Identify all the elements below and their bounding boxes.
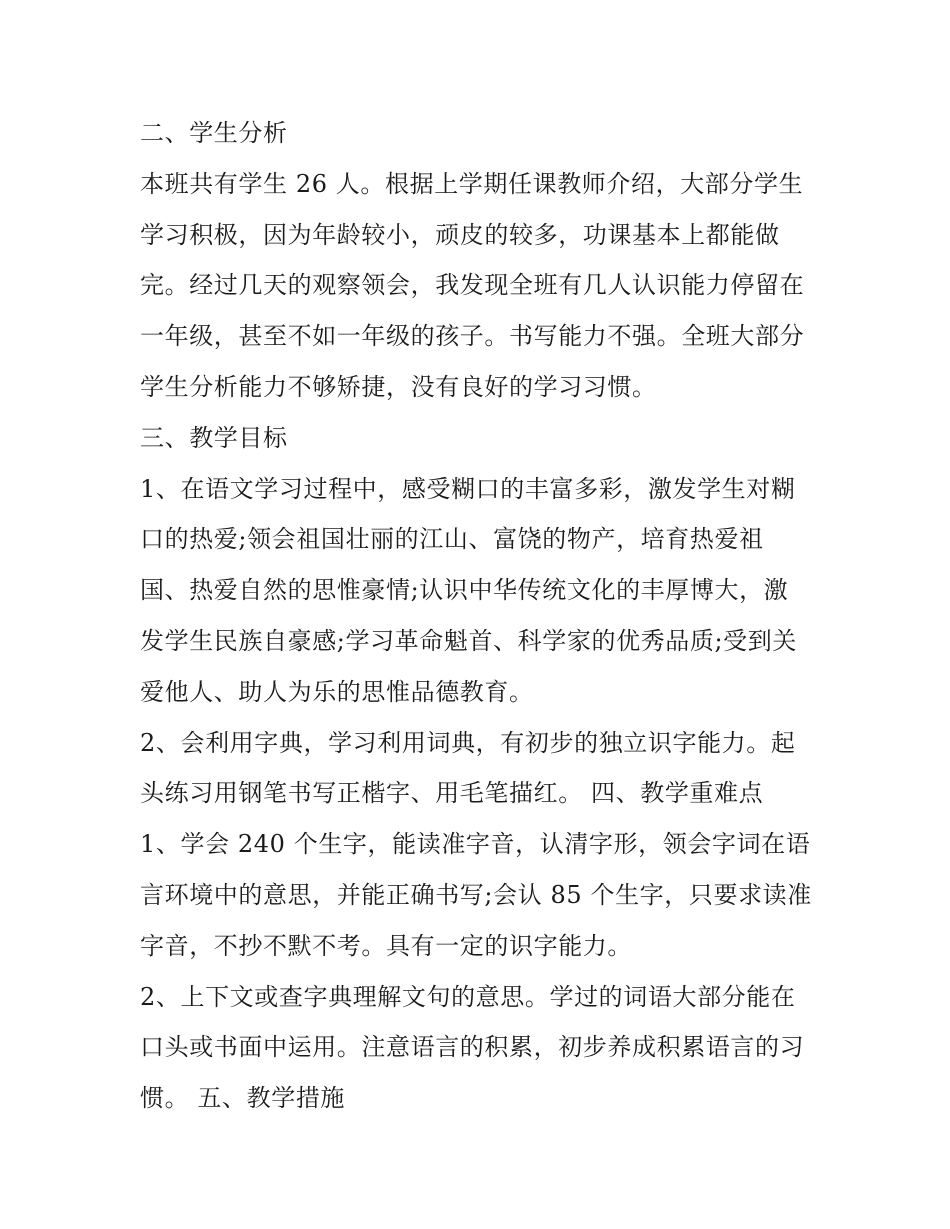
paragraph-line: 2、会利用字典，学习利用词典，有初步的独立识字能力。起	[140, 728, 796, 757]
paragraph-line: 言环境中的意思，并能正确书写;会认 85 个生字，只要求读准	[140, 880, 812, 909]
paragraph-line: 1、学会 240 个生字，能读准字音，认清字形，领会字词在语	[140, 830, 811, 859]
paragraph-line: 一年级，甚至不如一年级的孩子。书写能力不强。全班大部分	[140, 322, 805, 351]
paragraph-line: 口的热爱;领会祖国壮丽的江山、富饶的物产，培育热爱祖	[140, 525, 764, 554]
section-heading-teaching-goals: 三、教学目标	[140, 423, 288, 452]
paragraph-line: 学习积极，因为年龄较小，顽皮的较多，功课基本上都能做	[140, 220, 780, 249]
paragraph-line: 学生分析能力不够矫捷，没有良好的学习习惯。	[140, 372, 657, 401]
paragraph-line: 完。经过几天的观察领会，我发现全班有几人认识能力停留在	[140, 271, 805, 300]
paragraph-line: 2、上下文或查字典理解文句的意思。学过的词语大部分能在	[140, 982, 796, 1011]
paragraph-line: 头练习用钢笔书写正楷字、用毛笔描红。 四、教学重难点	[140, 779, 764, 808]
paragraph-line: 口头或书面中运用。注意语言的积累，初步养成积累语言的习	[140, 1033, 805, 1062]
paragraph-line: 惯。 五、教学措施	[140, 1084, 346, 1113]
section-heading-student-analysis: 二、学生分析	[140, 119, 288, 147]
paragraph-line: 爱他人、助人为乐的思惟品德教育。	[140, 677, 534, 706]
document-body	[140, 108, 820, 1124]
paragraph-line: 本班共有学生 26 人。根据上学期任课教师介绍，大部分学生	[140, 169, 804, 198]
paragraph-line: 国、热爱自然的思惟豪情;认识中华传统文化的丰厚博大，激	[140, 576, 789, 605]
paragraph-line: 1、在语文学习过程中，感受糊口的丰富多彩，激发学生对糊	[140, 474, 796, 503]
paragraph-line: 字音，不抄不默不考。具有一定的识字能力。	[140, 931, 632, 960]
paragraph-line: 发学生民族自豪感;学习革命魁首、科学家的优秀品质;受到关	[140, 626, 797, 655]
